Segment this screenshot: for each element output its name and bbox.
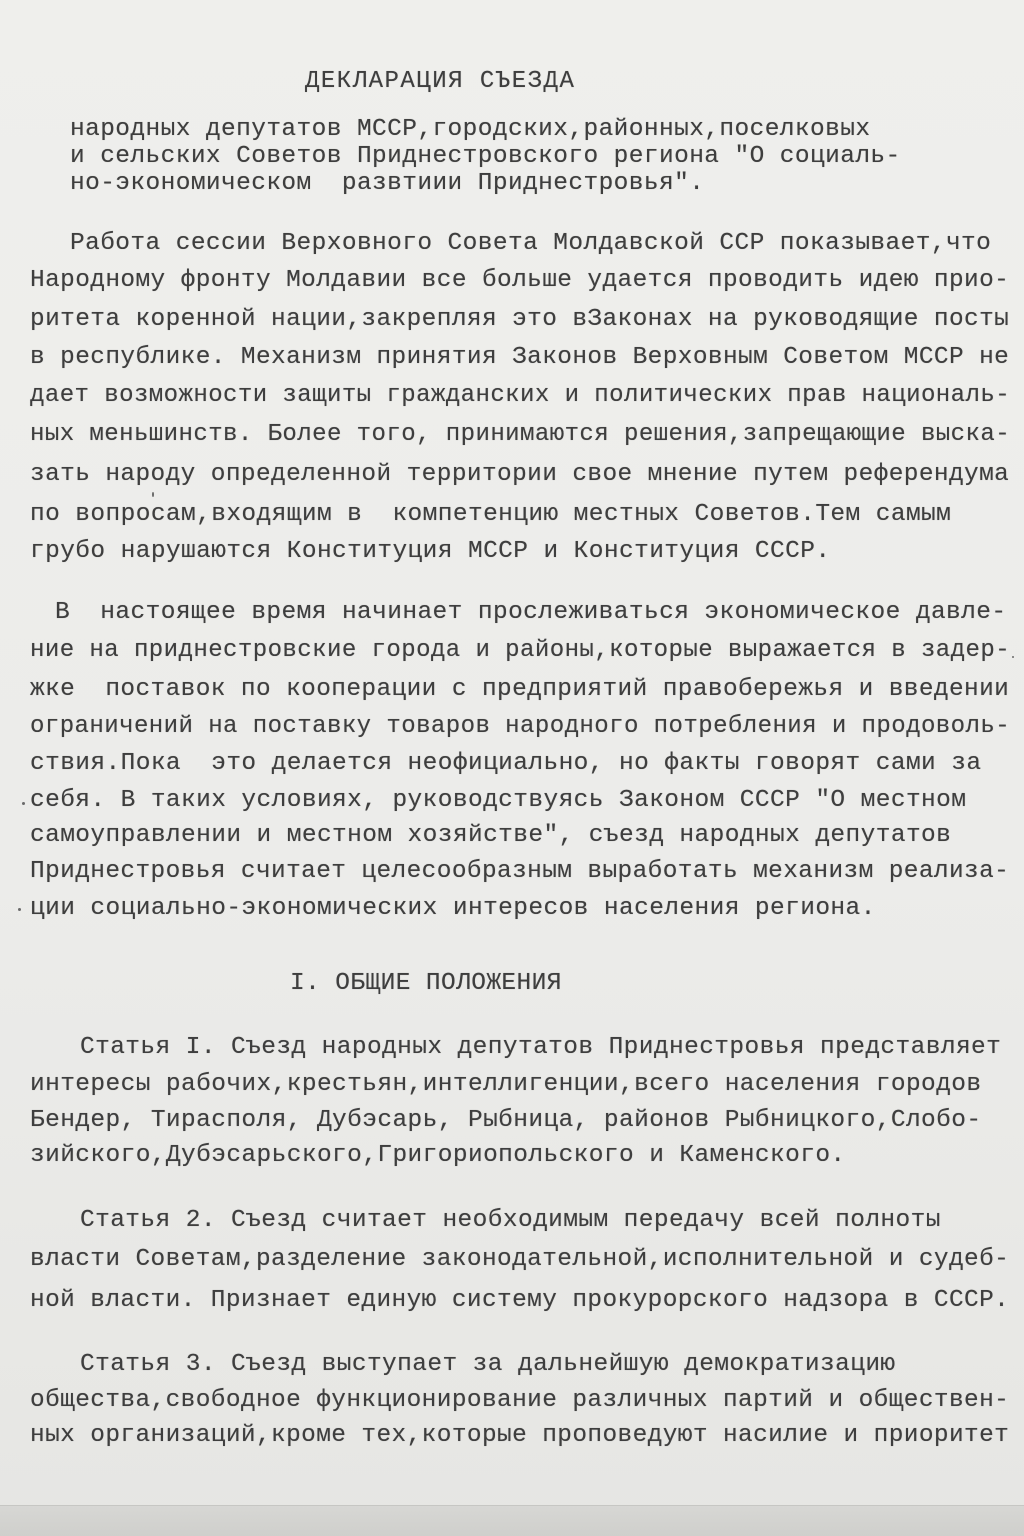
paragraph-line: самоуправлении и местном хозяйстве", съезд народных депутатов xyxy=(30,822,952,849)
paragraph-line: Народному фронту Молдавии все больше удается проводить идею прио- xyxy=(30,267,1010,294)
article-line: интересы рабочих,крестьян,интеллигенции,всего населения городов xyxy=(30,1071,982,1098)
article-line: Статья I. Съезд народных депутатов Приднестровья представляет xyxy=(80,1034,1002,1061)
article-line: зийского,Дубэсарьского,Григориопольского и Каменского. xyxy=(30,1142,846,1169)
paragraph-line: В настоящее время начинает прослеживаться экономическое давле- xyxy=(55,599,1007,626)
ink-speck xyxy=(1012,656,1014,658)
article-line: Статья 2. Съезд считает необходимым передачу всей полноты xyxy=(80,1207,941,1234)
section-heading: I. ОБЩИЕ ПОЛОЖЕНИЯ xyxy=(290,970,562,997)
article-line: общества,свободное функционирование различных партий и обществен- xyxy=(30,1387,1010,1414)
article-line: власти Советам,разделение законодательной,исполнительной и судеб- xyxy=(30,1246,1010,1273)
paragraph-line: зать народу определенной территории свое мнение путем референдума xyxy=(30,461,1010,488)
subtitle-line: народных депутатов МССР,городских,районных,поселковых xyxy=(70,116,871,143)
document-title: ДЕКЛАРАЦИЯ СЪЕЗДА xyxy=(305,68,576,95)
page-bottom-edge xyxy=(0,1505,1024,1536)
paragraph-line: в республике. Механизм принятия Законов Верховным Советом МССР не xyxy=(30,344,1010,371)
paragraph-line: ограничений на поставку товаров народного потребления и продоволь- xyxy=(30,713,1011,740)
paragraph-line: ние на приднестровские города и районы,которые выражается в задер- xyxy=(30,637,1011,664)
article-line: ных организаций,кроме тех,которые проповедуют насилие и приоритет xyxy=(30,1422,1010,1449)
paragraph-line: себя. В таких условиях, руководствуясь Законом СССР "О местном xyxy=(30,787,967,814)
paragraph-line: Работа сессии Верховного Совета Молдавской ССР показывает,что xyxy=(70,230,992,257)
subtitle-line: но-экономическом развтиии Приднестровья". xyxy=(70,170,705,197)
paragraph-line: по вопросам,входящим в компетенцию местных Советов.Тем самым xyxy=(30,501,952,528)
paragraph-line: ствия.Пока это делается неофициально, но факты говорят сами за xyxy=(30,750,982,777)
article-line: Бендер, Тирасполя, Дубэсарь, Рыбница, районов Рыбницкого,Слобо- xyxy=(30,1107,982,1134)
article-line: Статья 3. Съезд выступает за дальнейшую демократизацию xyxy=(80,1351,896,1378)
paragraph-line: грубо нарушаются Конституция МССР и Конституция СССР. xyxy=(30,538,831,565)
subtitle-line: и сельских Советов Приднестровского региона "О социаль- xyxy=(70,143,901,170)
article-line: ной власти. Признает единую систему прокурорского надзора в СССР. xyxy=(30,1287,1010,1314)
paragraph-line: ных меньшинств. Более того, принимаются решения,запрещающие выска- xyxy=(30,421,1011,448)
paragraph-line: Приднестровья считает целесообразным выработать механизм реализа- xyxy=(30,858,1010,885)
paragraph-line: дает возможности защиты гражданских и политических прав националь- xyxy=(30,382,1011,409)
ink-speck xyxy=(18,908,21,911)
paragraph-line: ритета коренной нации,закрепляя это вЗаконах на руководящие посты xyxy=(30,306,1010,333)
ink-speck xyxy=(152,492,154,497)
paragraph-line: ции социально-экономических интересов населения региона. xyxy=(30,895,876,922)
paragraph-line: жке поставок по кооперации с предприятий правобережья и введении xyxy=(30,676,1010,703)
ink-speck xyxy=(22,802,25,805)
